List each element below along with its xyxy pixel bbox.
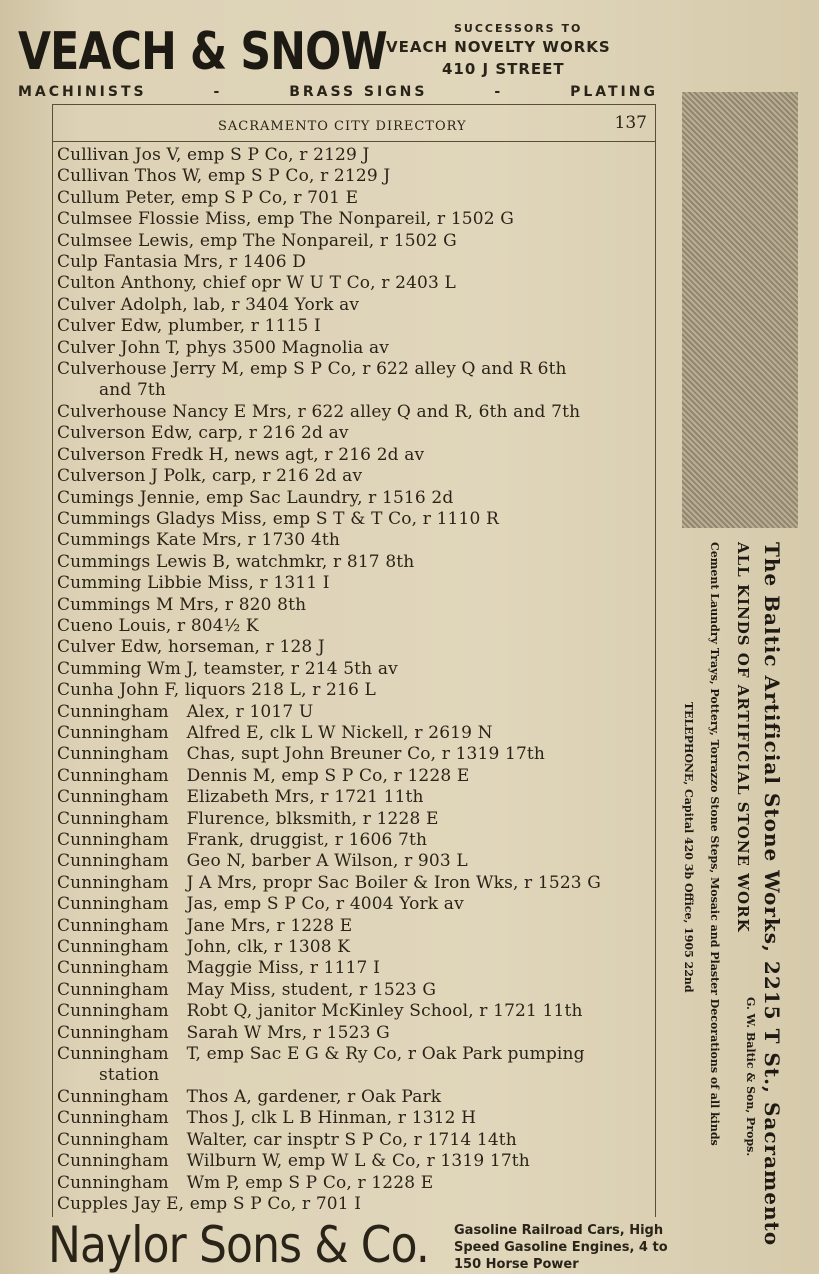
- entry-details: Jay E, emp S P Co, r 701 I: [133, 1193, 362, 1214]
- entry-details: Geo N, barber A Wilson, r 903 L: [186, 851, 468, 872]
- entry-surname: Cunningham: [57, 1108, 169, 1129]
- entry-details: Anthony, chief opr W U T Co, r 2403 L: [120, 273, 456, 294]
- directory-entry: [57, 1087, 653, 1108]
- entry-surname: Cummings: [57, 594, 151, 615]
- entry-surname: Cumming: [57, 573, 142, 594]
- entry-details: Jerry M, emp S P Co, r 622 alley Q and R 6th: [172, 359, 567, 380]
- entry-surname: Cullivan: [57, 145, 130, 165]
- directory-entry: [57, 1044, 653, 1065]
- entry-details: Fredk H, news agt, r 216 2d av: [151, 444, 425, 465]
- page-number: 137: [614, 113, 647, 133]
- entry-surname: Cupples: [57, 1193, 128, 1214]
- trade-brass-signs: BRASS SIGNS: [289, 84, 428, 100]
- entry-surname: Culver: [57, 294, 116, 315]
- entry-surname: Culp: [57, 252, 98, 273]
- directory-entry: [57, 295, 653, 316]
- entry-details: Flossie Miss, emp The Nonpareil, r 1502 G: [137, 209, 514, 230]
- entry-details: Thos J, clk L B Hinman, r 1312 H: [186, 1108, 477, 1129]
- entry-surname: Cueno: [57, 615, 113, 636]
- entry-surname: Cunningham: [57, 808, 169, 829]
- entry-details: Louis, r 804½ K: [118, 615, 259, 636]
- entry-details: Wm P, emp S P Co, r 1228 E: [186, 1172, 434, 1193]
- entry-details: Edw, horseman, r 128 J: [120, 637, 325, 658]
- entry-details: Edw, carp, r 216 2d av: [151, 423, 349, 444]
- entry-surname: Cunningham: [57, 744, 169, 765]
- entry-details: M Mrs, r 820 8th: [155, 594, 307, 615]
- entry-surname: Cunningham: [57, 1151, 169, 1172]
- entry-details: Wm J, teamster, r 214 5th av: [147, 658, 398, 679]
- entry-details: Alfred E, clk L W Nickell, r 2619 N: [186, 722, 493, 743]
- entry-surname: Cunningham: [57, 765, 169, 786]
- entry-details: Adolph, lab, r 3404 York av: [120, 294, 360, 315]
- entry-surname: Cunningham: [57, 722, 169, 743]
- entry-details: Jos V, emp S P Co, r 2129 J: [134, 145, 370, 165]
- directory-entry: [57, 851, 653, 872]
- entry-surname: Cummings: [57, 551, 151, 572]
- directory-entry: [57, 423, 653, 444]
- entry-surname: Culmsee: [57, 209, 133, 230]
- side-ad-line-1: The Baltic Artificial Stone Works, 2215 T St., Sacramento: [760, 542, 784, 1247]
- directory-entry: [57, 252, 653, 273]
- entry-surname: Cunningham: [57, 787, 169, 808]
- side-ad-line-3: Cement Laundry Trays, Pottery, Torrazzo Stone Steps, Mosaic and Plaster Decorations of all kinds: [708, 542, 721, 1146]
- bottom-ad-desc-line: Speed Gasoline Engines, 4 to: [454, 1240, 668, 1255]
- entry-details: Sarah W Mrs, r 1523 G: [186, 1022, 390, 1043]
- entry-details: Jas, emp S P Co, r 4004 York av: [186, 894, 464, 915]
- page-title: SACRAMENTO CITY DIRECTORY: [218, 119, 467, 134]
- entry-surname: Cullivan: [57, 166, 130, 187]
- bottom-advertisement: [48, 1218, 668, 1274]
- directory-entry: [57, 723, 653, 744]
- directory-entry: [57, 787, 653, 808]
- entry-surname: Cummings: [57, 530, 151, 551]
- entry-surname: Cunningham: [57, 1172, 169, 1193]
- directory-entry: [57, 980, 653, 1001]
- bottom-ad-desc-line: Gasoline Railroad Cars, High: [454, 1223, 664, 1238]
- entry-details: Alex, r 1017 U: [186, 701, 314, 722]
- entry-surname: Cunningham: [57, 872, 169, 893]
- directory-entry: [57, 530, 653, 551]
- entry-continuation: and 7th: [99, 380, 167, 401]
- entry-details: Lewis, emp The Nonpareil, r 1502 G: [137, 230, 457, 251]
- entry-details: Walter, car insptr S P Co, r 1714 14th: [186, 1129, 517, 1150]
- entry-details: John T, phys 3500 Magnolia av: [120, 337, 389, 358]
- entry-details: Chas, supt John Breuner Co, r 1319 17th: [186, 744, 546, 765]
- entry-details: John F, liquors 218 L, r 216 L: [119, 680, 376, 701]
- trade-separator: -: [213, 84, 223, 100]
- directory-entry: [57, 1194, 653, 1215]
- directory-entry: [57, 552, 653, 573]
- entry-details: Dennis M, emp S P Co, r 1228 E: [186, 765, 470, 786]
- entry-details: Flurence, blksmith, r 1228 E: [186, 808, 439, 829]
- directory-column: [52, 104, 656, 1217]
- entry-surname: Culver: [57, 316, 116, 337]
- entry-details: Thos W, emp S P Co, r 2129 J: [134, 166, 391, 187]
- top-ad-street: 410 J STREET: [442, 60, 565, 78]
- bottom-ad-description: [454, 1222, 684, 1273]
- top-ad-works: VEACH NOVELTY WORKS: [386, 38, 611, 56]
- directory-entry: [57, 680, 653, 701]
- entry-continuation: station: [99, 1065, 160, 1086]
- directory-entry: [57, 830, 653, 851]
- directory-entry: [57, 209, 653, 230]
- entry-details: Elizabeth Mrs, r 1721 11th: [186, 787, 424, 808]
- entry-surname: Culverson: [57, 466, 146, 487]
- directory-entry: [57, 466, 653, 487]
- entry-surname: Culmsee: [57, 230, 133, 251]
- entry-details: Peter, emp S P Co, r 701 E: [125, 187, 359, 208]
- entry-surname: Culver: [57, 637, 116, 658]
- trade-separator: -: [494, 84, 504, 100]
- entry-details: Lewis B, watchmkr, r 817 8th: [155, 551, 415, 572]
- entry-details: Robt Q, janitor McKinley School, r 1721 11th: [186, 1001, 583, 1022]
- directory-entry: [57, 1108, 653, 1129]
- entry-surname: Culver: [57, 337, 116, 358]
- entry-surname: Cunningham: [57, 1001, 169, 1022]
- side-ad-line-4: TELEPHONE, Capital 420 3b Office, 1905 22nd: [682, 702, 695, 993]
- bottom-ad-desc-line: 150 Horse Power: [454, 1257, 579, 1272]
- directory-entry: [57, 231, 653, 252]
- page-header: [53, 111, 655, 142]
- entry-details: Edw, plumber, r 1115 I: [120, 316, 321, 337]
- entry-surname: Cunningham: [57, 915, 169, 936]
- directory-entry: [57, 894, 653, 915]
- directory-entry: [57, 273, 653, 294]
- entry-surname: Culverson: [57, 444, 146, 465]
- entry-surname: Cunningham: [57, 701, 169, 722]
- directory-entry: [57, 445, 653, 466]
- directory-entry: [57, 766, 653, 787]
- entry-surname: Cunningham: [57, 1129, 169, 1150]
- entry-surname: Cumings: [57, 487, 135, 508]
- directory-entry: [57, 873, 653, 894]
- entry-surname: Culverhouse: [57, 359, 167, 380]
- entry-surname: Cunningham: [57, 937, 169, 958]
- entry-details: Frank, druggist, r 1606 7th: [186, 830, 428, 850]
- directory-entry: [57, 916, 653, 937]
- entry-details: Kate Mrs, r 1730 4th: [155, 530, 340, 551]
- directory-entry: [57, 809, 653, 830]
- directory-entry: [57, 1173, 653, 1194]
- entry-details: Thos A, gardener, r Oak Park: [186, 1086, 442, 1107]
- directory-entry: [57, 188, 653, 209]
- entry-details: Gladys Miss, emp S T & T Co, r 1110 R: [155, 508, 499, 529]
- entry-details: Jane Mrs, r 1228 E: [186, 915, 353, 936]
- directory-entry: [57, 488, 653, 509]
- entry-details: May Miss, student, r 1523 G: [186, 979, 437, 1000]
- entry-surname: Cumming: [57, 658, 142, 679]
- entry-surname: Cunningham: [57, 851, 169, 872]
- directory-entry: [57, 402, 653, 423]
- entry-details: Fantasia Mrs, r 1406 D: [103, 252, 307, 273]
- directory-entry: [57, 166, 653, 187]
- entry-surname: Culton: [57, 273, 116, 294]
- entry-details: John, clk, r 1308 K: [186, 937, 351, 958]
- directory-entry: [57, 509, 653, 530]
- directory-entry: [57, 1023, 653, 1044]
- directory-entry: [57, 573, 653, 594]
- directory-entry: [57, 1001, 653, 1022]
- side-ad-line-5: G. W. Baltic & Son, Props.: [744, 997, 757, 1157]
- directory-entries: [57, 145, 653, 1215]
- top-ad-successors: SUCCESSORS TO: [454, 22, 583, 35]
- entry-details: J Polk, carp, r 216 2d av: [151, 466, 363, 487]
- trade-machinists: MACHINISTS: [18, 84, 147, 100]
- entry-surname: Culverson: [57, 423, 146, 444]
- directory-entry: [57, 145, 653, 166]
- trade-plating: PLATING: [570, 84, 658, 100]
- directory-entry: [57, 316, 653, 337]
- side-ad-engraving: [682, 92, 798, 528]
- entry-surname: Cummings: [57, 508, 151, 529]
- directory-entry: [57, 595, 653, 616]
- entry-surname: Culverhouse: [57, 401, 167, 422]
- directory-entry: [57, 1130, 653, 1151]
- entry-surname: Cunha: [57, 680, 114, 701]
- entry-surname: Cullum: [57, 187, 120, 208]
- entry-surname: Cunningham: [57, 979, 169, 1000]
- entry-details: Wilburn W, emp W L & Co, r 1319 17th: [186, 1151, 530, 1172]
- directory-entry: [57, 744, 653, 765]
- entry-surname: Cunningham: [57, 1022, 169, 1043]
- directory-entry: [57, 1151, 653, 1172]
- directory-entry: [57, 702, 653, 723]
- directory-entry: [57, 958, 653, 979]
- entry-surname: Cunningham: [57, 894, 169, 915]
- top-ad-trades: [18, 84, 658, 100]
- entry-details: J A Mrs, propr Sac Boiler & Iron Wks, r 1523 G: [186, 872, 602, 893]
- top-advertisement: [14, 18, 664, 102]
- directory-entry: [57, 359, 653, 380]
- top-ad-brand: VEACH & SNOW: [18, 22, 387, 82]
- entry-details: Maggie Miss, r 1117 I: [186, 958, 380, 979]
- entry-surname: Cunningham: [57, 1044, 169, 1065]
- entry-details: Libbie Miss, r 1311 I: [147, 573, 330, 594]
- directory-entry: [57, 937, 653, 958]
- entry-surname: Cunningham: [57, 830, 169, 850]
- entry-surname: Cunningham: [57, 958, 169, 979]
- directory-entry: [57, 659, 653, 680]
- entry-details: Nancy E Mrs, r 622 alley Q and R, 6th and 7th: [172, 401, 581, 422]
- entry-surname: Cunningham: [57, 1086, 169, 1107]
- bottom-ad-brand: Naylor Sons & Co.: [48, 1216, 429, 1274]
- directory-entry: [57, 338, 653, 359]
- side-ad-line-2: ALL KINDS OF ARTIFICIAL STONE WORK: [734, 542, 752, 933]
- directory-entry: [57, 616, 653, 637]
- directory-entry: [57, 637, 653, 658]
- side-advertisement: [682, 542, 800, 1247]
- entry-details: T, emp Sac E G & Ry Co, r Oak Park pumping: [186, 1044, 585, 1065]
- entry-details: Jennie, emp Sac Laundry, r 1516 2d: [139, 487, 454, 508]
